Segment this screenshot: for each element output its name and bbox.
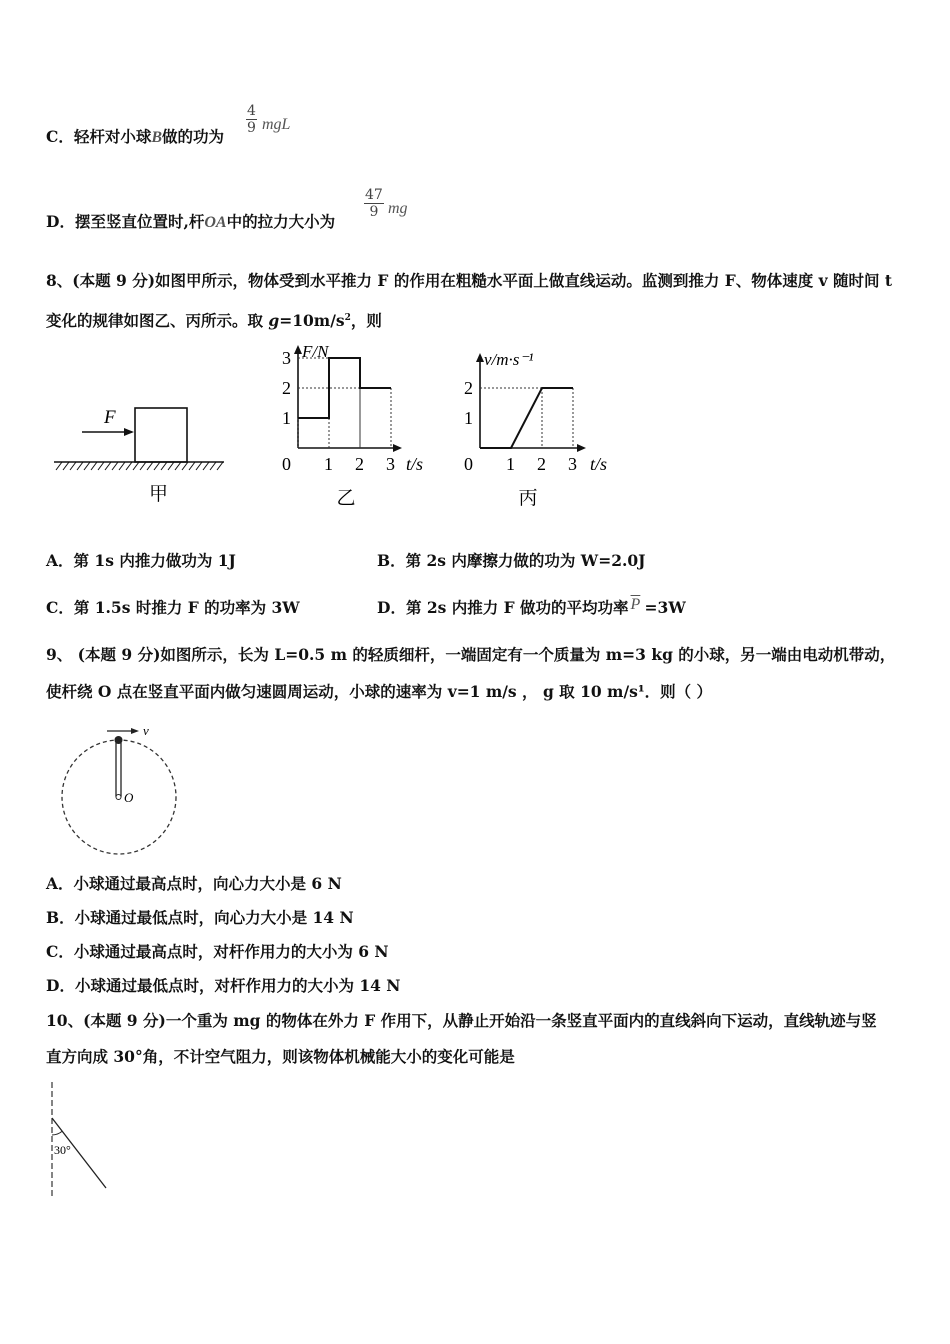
label-o: O — [124, 790, 134, 805]
x-tick-label-2: 2 — [355, 454, 364, 474]
q8-d-p: $\overline{P}$ — [630, 596, 641, 613]
block — [135, 408, 187, 462]
pivot-o — [116, 795, 121, 800]
figure-q9-circle — [55, 718, 185, 860]
q7-c-num: 4 — [247, 103, 256, 119]
rod — [116, 741, 121, 796]
y-tick-label-1: 1 — [464, 408, 473, 428]
q7-d-den: 9 — [369, 204, 379, 220]
figure-q10 — [44, 1080, 114, 1200]
y-tick-label-1: 1 — [282, 408, 291, 428]
q7-d-num: 47 — [365, 187, 383, 203]
q9-option-c: C．小球通过最高点时，对杆作用力的大小为 6 N — [46, 942, 389, 961]
q7-option-d — [46, 212, 335, 233]
figure-bing-chart — [458, 337, 618, 512]
data-series-line — [480, 388, 573, 448]
y-tick-label-2: 2 — [282, 378, 291, 398]
q8-line2-sup: 2 — [344, 313, 351, 323]
ground-hatch — [56, 462, 223, 470]
x-axis-label: t/s — [590, 454, 608, 474]
y-axis-arrow — [476, 353, 484, 362]
force-label: F — [104, 407, 116, 428]
q8-option-d — [377, 598, 686, 618]
x-axis-arrow — [393, 444, 402, 452]
q8-line2-c: ，则 — [350, 311, 382, 331]
x-axis-arrow — [577, 444, 586, 452]
q7-d-text: D．摆至竖直位置时,杆 — [46, 212, 205, 231]
x-tick-label-1: 1 — [506, 454, 515, 474]
y-axis-label: v/m·s⁻¹ — [484, 350, 534, 369]
x-tick-label-0: 0 — [464, 454, 473, 474]
ball — [115, 736, 123, 744]
angle-arc — [52, 1131, 63, 1135]
q7-d-mid: 中的拉力大小为 — [226, 212, 336, 231]
x-tick-label-2: 2 — [537, 454, 546, 474]
q8-line2-a: 变化的规律如图乙、丙所示。取 — [46, 311, 269, 331]
q7-d-tail: mg — [388, 200, 408, 217]
q9-stem-line2: 使杆绕 O 点在竖直平面内做匀速圆周运动，小球的速率为 v=1 m/s ， g 取 10 m/s¹．则（ ） — [46, 682, 713, 701]
y-tick-label-3: 3 — [282, 348, 291, 368]
q8-option-c: C．第 1.5s 时推力 F 的功率为 3W — [46, 598, 300, 617]
q7-c-den: 9 — [247, 120, 256, 136]
q7-c-var: B — [151, 129, 163, 146]
y-axis-arrow — [294, 345, 302, 354]
q10-stem-line1: 10、(本题 9 分)一个重为 mg 的物体在外力 F 作用下，从静止开始沿一条竖直平面内的直线斜向下运动，直线轨迹与竖 — [46, 1011, 877, 1030]
figure-jia — [52, 395, 232, 510]
x-tick-label-0: 0 — [282, 454, 291, 474]
q7-c-mid: 做的功为 — [162, 127, 225, 146]
q8-option-a: A．第 1s 内推力做功为 1J — [46, 551, 236, 570]
q9-option-d: D．小球通过最低点时，对杆作用力的大小为 14 N — [46, 976, 401, 995]
q8-stem-line2 — [46, 308, 382, 331]
figure-yi-chart — [278, 337, 426, 512]
velocity-arrow-head — [131, 728, 139, 734]
x-tick-label-3: 3 — [386, 454, 395, 474]
y-tick-label-2: 2 — [464, 378, 473, 398]
q8-option-b: B．第 2s 内摩擦力做的功为 W=2.0J — [377, 551, 646, 570]
q9-option-b: B．小球通过最低点时，向心力大小是 14 N — [46, 908, 354, 927]
q8-line2-b: =10m/s — [279, 311, 345, 331]
angle-label: 30° — [54, 1143, 71, 1157]
q8-d-tail: =3W — [644, 598, 686, 617]
force-arrow-head — [124, 428, 134, 436]
q7-option-c — [46, 127, 224, 148]
q10-stem-line2: 直方向成 30°角，不计空气阻力，则该物体机械能大小的变化可能是 — [46, 1047, 515, 1066]
q7-c-fraction — [246, 103, 257, 136]
caption-jia: 甲 — [149, 484, 169, 505]
x-tick-label-3: 3 — [568, 454, 577, 474]
x-axis-label: t/s — [406, 454, 424, 474]
y-axis-label: F/N — [302, 342, 329, 361]
q7-c-tail: mgL — [262, 116, 291, 133]
figure-caption: 丙 — [518, 488, 538, 509]
q9-option-a: A．小球通过最高点时，向心力大小是 6 N — [46, 874, 342, 893]
q8-stem-line1: 8、(本题 9 分)如图甲所示，物体受到水平推力 F 的作用在粗糙水平面上做直线运动。监测到推力 F、物体速度 v 随时间 t — [46, 271, 893, 290]
q9-stem-line1: 9、 (本题 9 分)如图所示，长为 L=0.5 m 的轻质细杆，一端固定有一个质量为 m=3 kg 的小球，另一端由电动机带动， — [46, 645, 896, 664]
figure-caption: 乙 — [336, 488, 356, 509]
q8-d-text: D．第 2s 内推力 F 做功的平均功率 — [377, 598, 629, 617]
q7-d-var: OA — [204, 214, 227, 231]
x-tick-label-1: 1 — [324, 454, 333, 474]
q7-d-fraction — [364, 187, 384, 220]
q8-line2-g: g — [268, 311, 280, 331]
label-v: v — [143, 723, 149, 738]
q7-c-text: C．轻杆对小球 — [46, 127, 152, 146]
